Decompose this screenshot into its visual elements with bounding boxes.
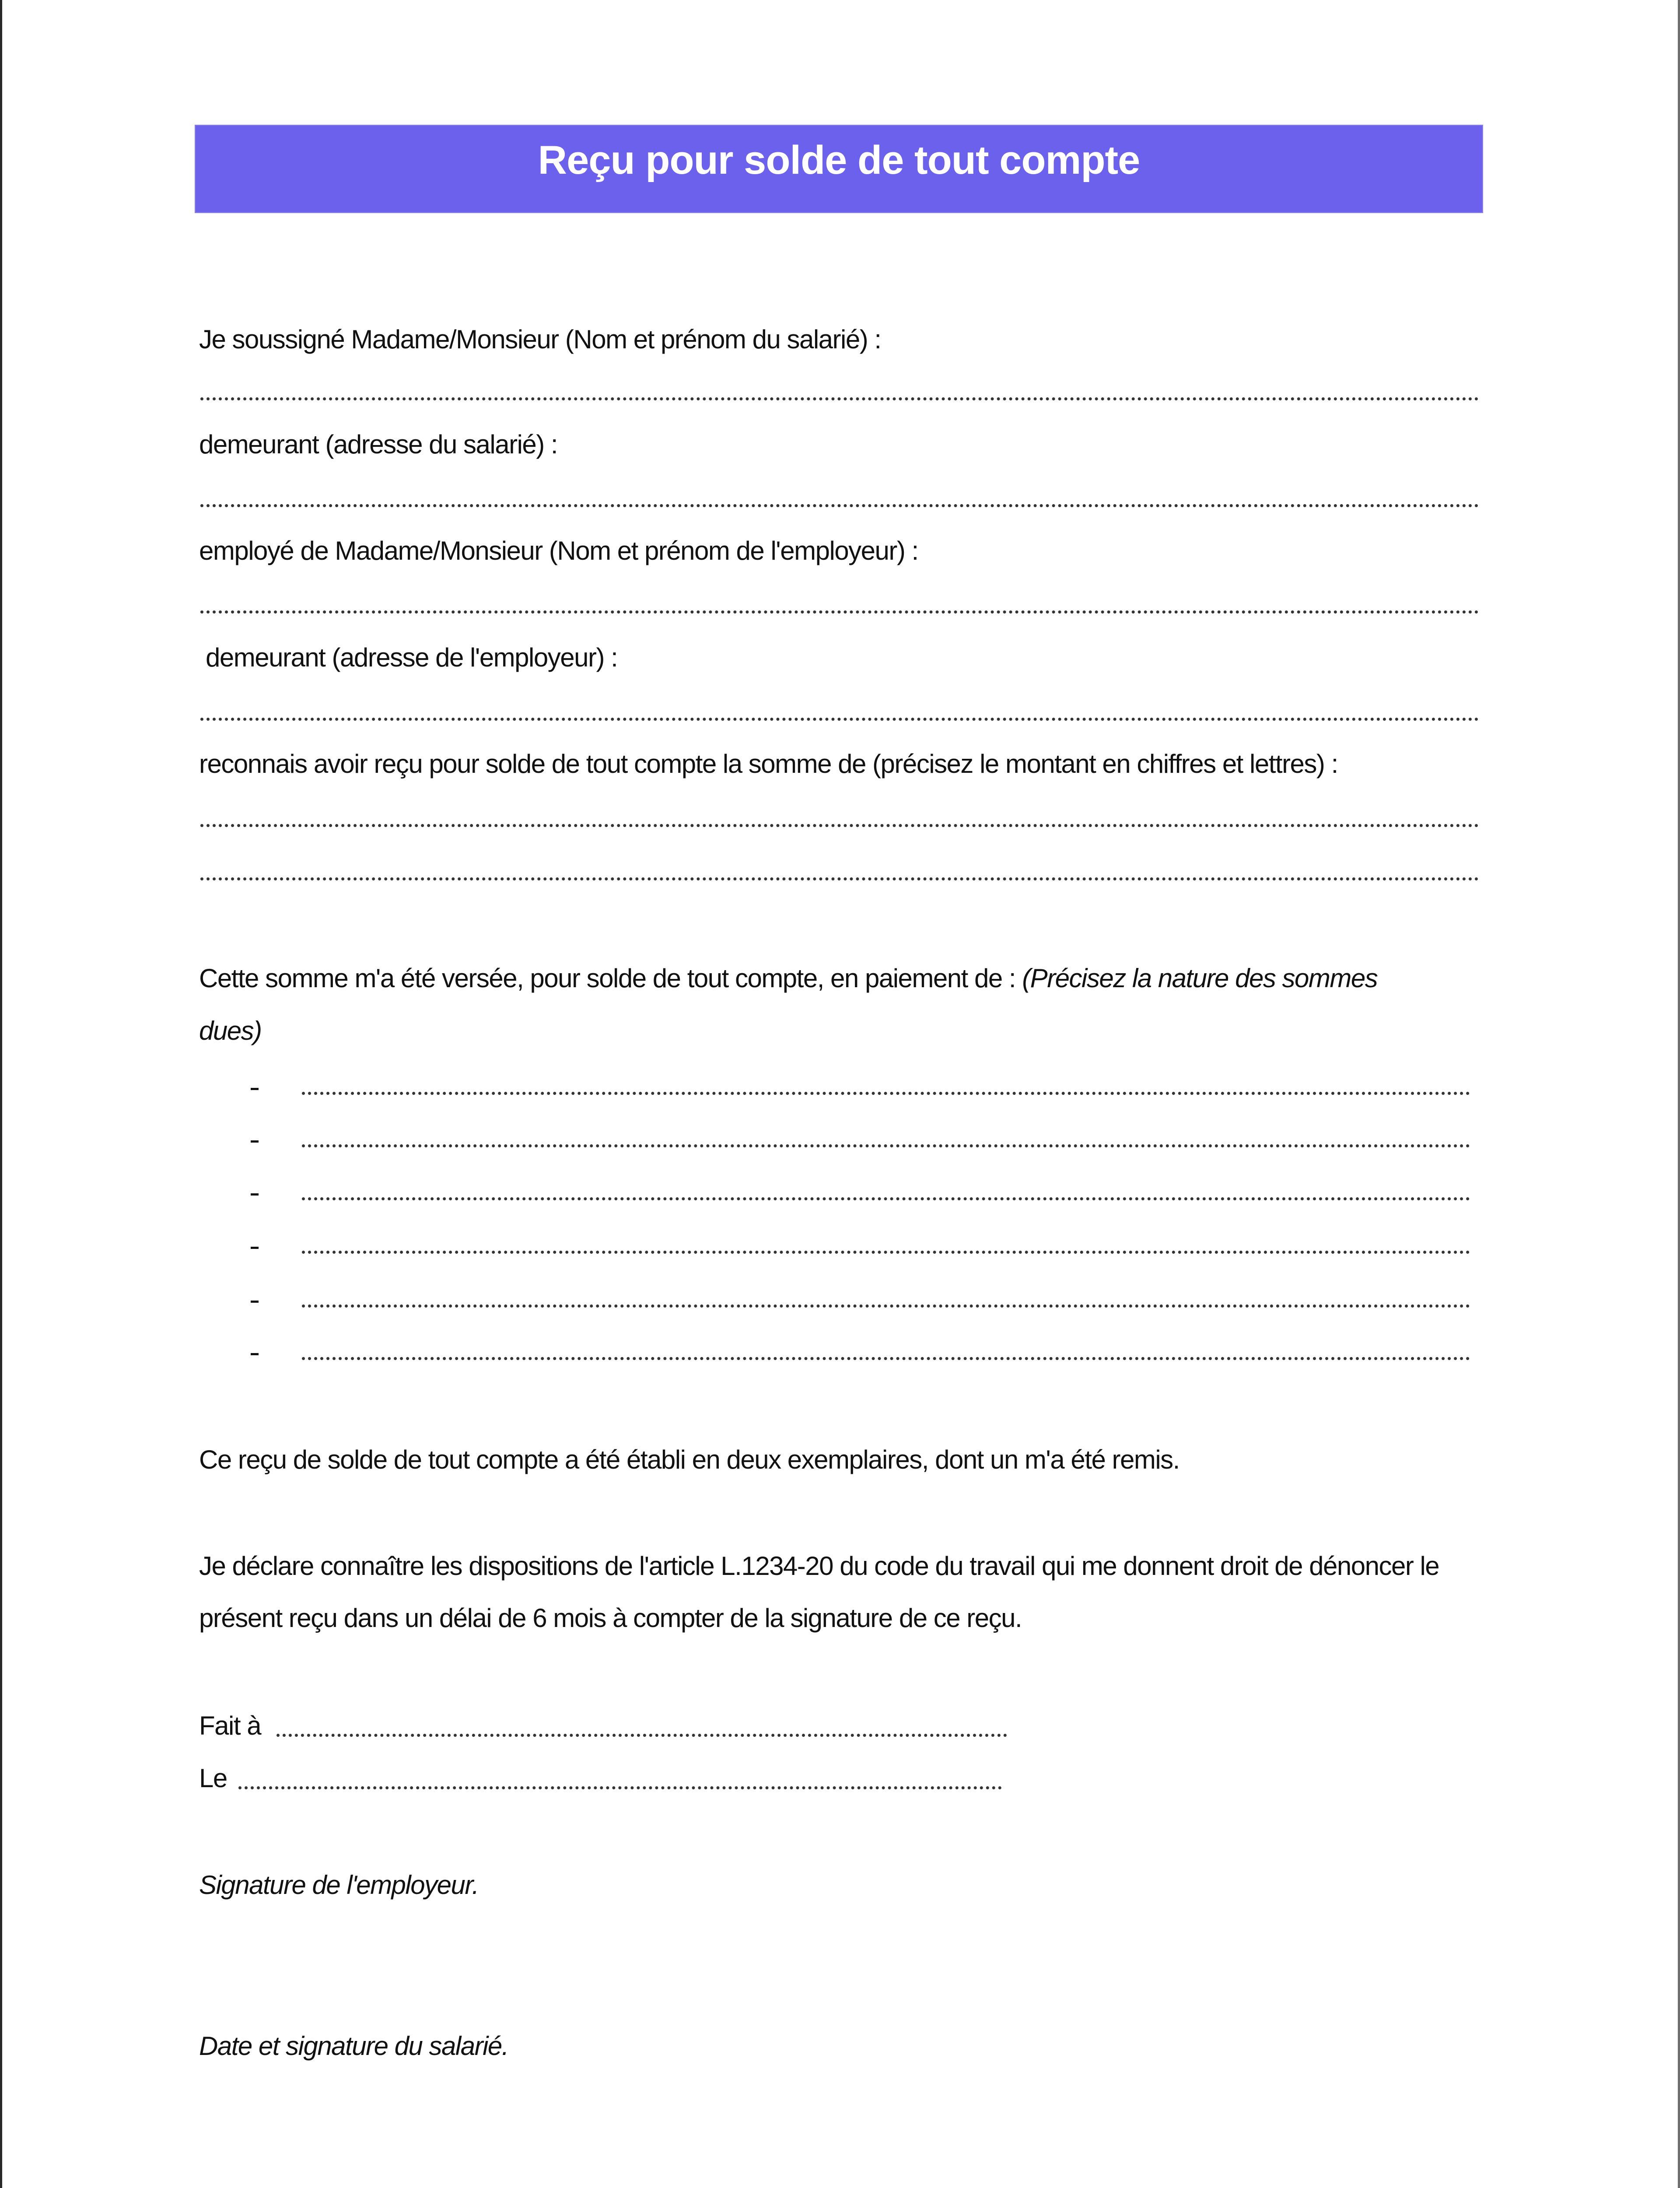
paiement-intro-text: Cette somme m'a été versée, pour solde de tout compte, en paiement de : [199, 964, 1022, 993]
exemplaires-text: Ce reçu de solde de tout compte a été établi en deux exemplaires, dont un m'a été remis. [199, 1445, 1180, 1474]
le-field[interactable] [238, 1786, 1002, 1789]
le-label: Le [199, 1764, 227, 1793]
bullet-dash [251, 1247, 259, 1249]
bullet-dash [251, 1088, 259, 1090]
bullet-dash [251, 1140, 259, 1143]
declaration-line-1: Je déclare connaître les dispositions de l'article L.1234-20 du code du travail qui me donnent droit de dénoncer le [199, 1551, 1439, 1581]
montant-field-1[interactable] [200, 824, 1479, 827]
title-banner [195, 125, 1483, 213]
employeur-nom-field[interactable] [200, 610, 1479, 614]
bullet-dash [251, 1353, 259, 1355]
employeur-adresse-label: demeurant (adresse de l'employeur) : [206, 643, 618, 672]
montant-label: reconnais avoir reçu pour solde de tout compte la somme de (précisez le montant en chiffres et lettres) : [199, 749, 1338, 778]
bullet-dash [251, 1193, 259, 1196]
paiement-intro-italic: (Précisez la nature des sommes [1022, 964, 1378, 993]
salarie-adresse-field[interactable] [200, 504, 1479, 507]
bullet-dash [251, 1301, 259, 1303]
page-border-left [0, 0, 2, 2188]
salarie-nom-field[interactable] [200, 397, 1479, 400]
fait-a-label: Fait à [199, 1711, 261, 1740]
page-title: Reçu pour solde de tout compte [538, 137, 1140, 182]
paiement-intro-italic-cont: dues) [199, 1016, 262, 1045]
paiement-item-field[interactable] [302, 1144, 1470, 1147]
fait-a-field[interactable] [276, 1734, 1007, 1737]
salarie-nom-label: Je soussigné Madame/Monsieur (Nom et prénom du salarié) : [199, 325, 881, 354]
paiement-item-field[interactable] [302, 1251, 1470, 1254]
salarie-adresse-label: demeurant (adresse du salarié) : [199, 430, 558, 459]
employeur-adresse-field[interactable] [200, 718, 1479, 721]
page-border-right [1678, 0, 1680, 2188]
signature-salarie-label: Date et signature du salarié. [199, 2031, 508, 2061]
montant-field-2[interactable] [200, 877, 1479, 880]
paiement-item-field[interactable] [302, 1357, 1470, 1360]
paiement-item-field[interactable] [302, 1197, 1470, 1200]
paiement-intro [199, 963, 1377, 994]
employeur-nom-label: employé de Madame/Monsieur (Nom et prénom de l'employeur) : [199, 536, 918, 565]
signature-employeur-label: Signature de l'employeur. [199, 1870, 479, 1900]
paiement-item-field[interactable] [302, 1304, 1470, 1308]
paiement-item-field[interactable] [302, 1092, 1470, 1095]
declaration-line-2: présent reçu dans un délai de 6 mois à compter de la signature de ce reçu. [199, 1603, 1022, 1633]
